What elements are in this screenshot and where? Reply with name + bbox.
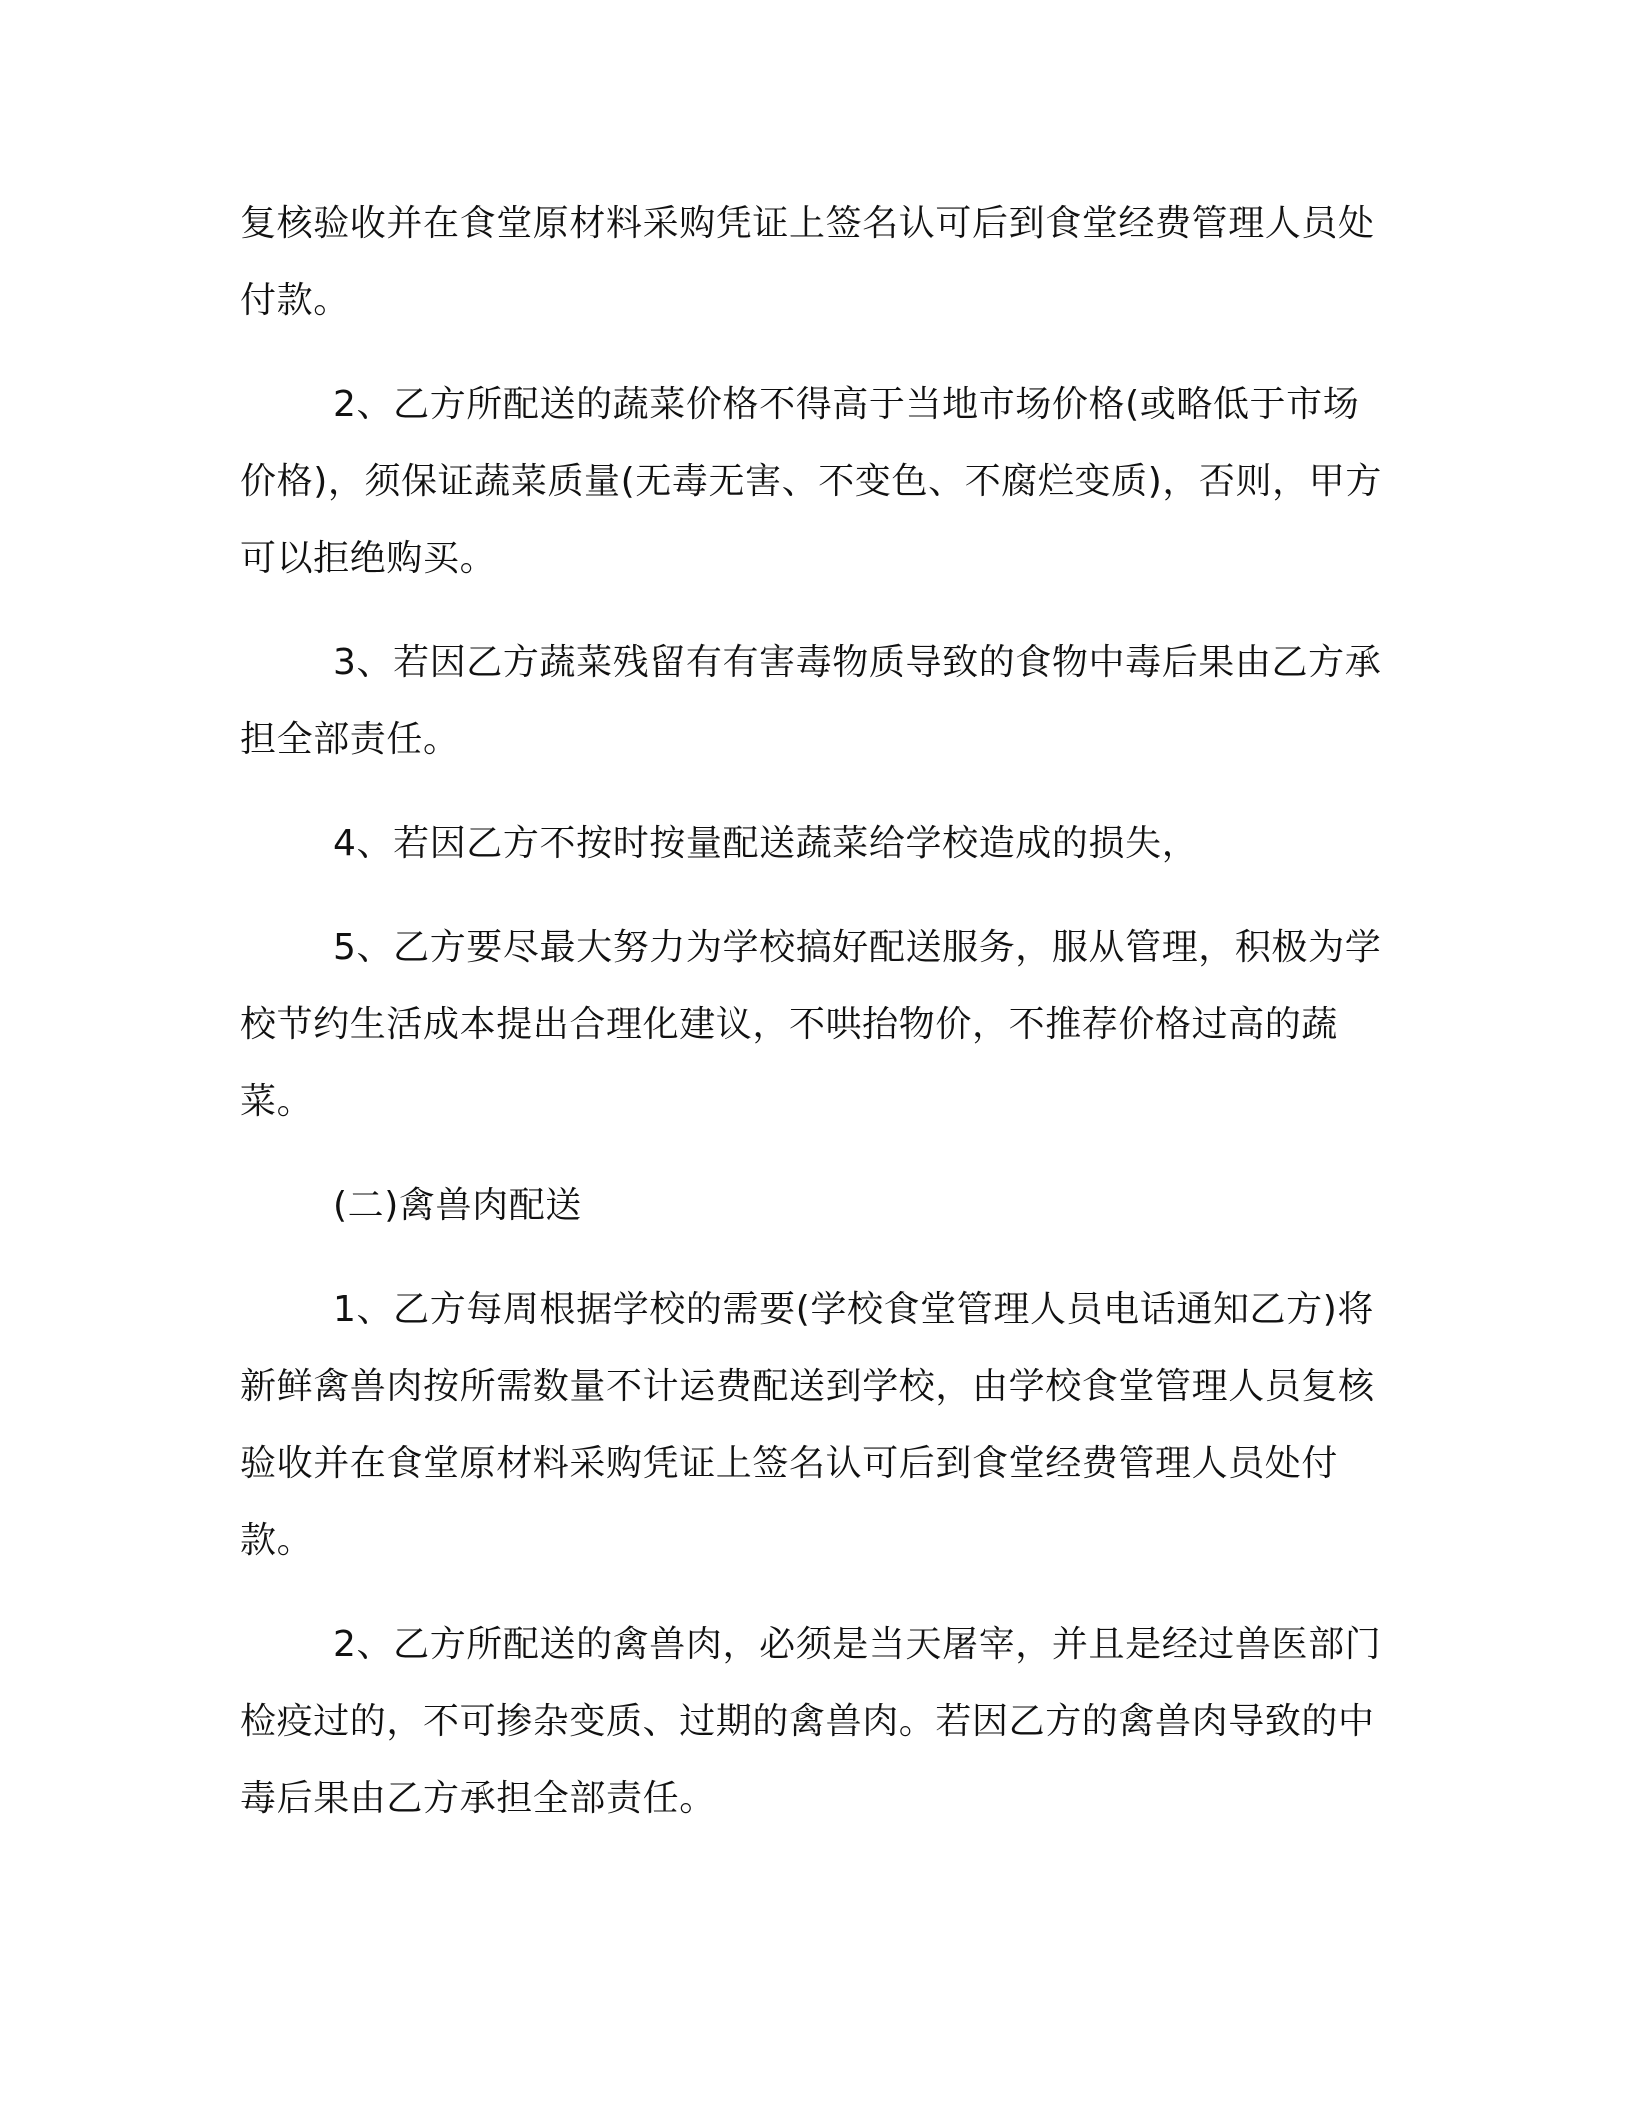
paragraph-1: 复核验收并在食堂原材料采购凭证上签名认可后到食堂经费管理人员处付款。 [240,203,1375,321]
document-body [240,185,1390,1864]
paragraph-7: 2、乙方所配送的禽兽肉，必须是当天屠宰，并且是经过兽医部门检疫过的，不可掺杂变质、过期的禽兽肉。若因乙方的禽兽肉导致的中毒后果由乙方承担全部责任。 [240,1624,1382,1819]
paragraph-6: 1、乙方每周根据学校的需要(学校食堂管理人员电话通知乙方)将新鲜禽兽肉按所需数量不计运费配送到学校，由学校食堂管理人员复核验收并在食堂原材料采购凭证上签名认可后到食堂经费管理人员处付款。 [240,1289,1375,1561]
section-heading: (二)禽兽肉配送 [333,1185,582,1226]
paragraph-5: 5、乙方要尽最大努力为学校搞好配送服务，服从管理，积极为学校节约生活成本提出合理化建议，不哄抬物价，不推荐价格过高的蔬菜。 [240,927,1382,1122]
paragraph-2: 2、乙方所配送的蔬菜价格不得高于当地市场价格(或略低于市场价格)，须保证蔬菜质量(无毒无害、不变色、不腐烂变质)，否则，甲方可以拒绝购买。 [240,384,1382,579]
paragraph-3: 3、若因乙方蔬菜残留有有害毒物质导致的食物中毒后果由乙方承担全部责任。 [240,642,1382,760]
paragraph-4: 4、若因乙方不按时按量配送蔬菜给学校造成的损失， [333,823,1199,864]
